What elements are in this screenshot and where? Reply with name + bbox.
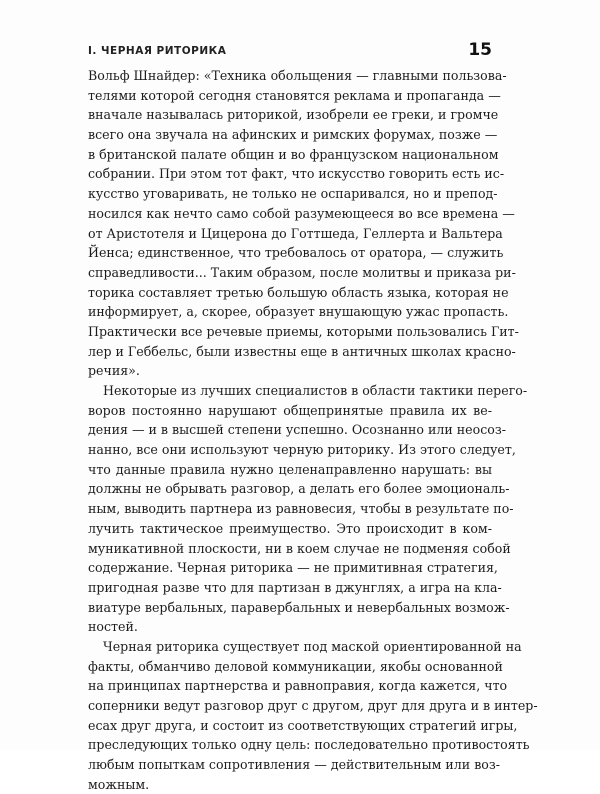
text-line: любым попыткам сопротивления — действительным или воз- bbox=[88, 757, 501, 773]
chapter-title: I. ЧЕРНАЯ РИТОРИКА bbox=[88, 45, 227, 57]
text-line: на принципах партнерства и равноправия, когда кажется, что bbox=[88, 678, 508, 694]
text-line: кусство уговаривать, не только не оспаривался, но и препод- bbox=[88, 186, 498, 202]
text-line: Йенса; единственное, что требовалось от оратора, — служить bbox=[88, 245, 504, 261]
text-line: дения — и в высшей степени успешно. Осознанно или неосоз- bbox=[88, 422, 506, 438]
paragraph bbox=[88, 66, 519, 381]
text-line: Черная риторика существует под маской ориентированной на bbox=[103, 638, 522, 654]
text-line: носился как нечто само собой разумеющееся во все времена — bbox=[88, 205, 515, 221]
text-line: в британской палате общин и во французском национальном bbox=[88, 146, 499, 162]
text-line: есах друг друга, и состоит из соответствующих стратегий игры, bbox=[88, 717, 518, 733]
body-text bbox=[88, 66, 538, 794]
text-line: речия». bbox=[88, 363, 140, 379]
text-line: Практически все речевые приемы, которыми пользовались Гит- bbox=[88, 323, 519, 339]
text-line: ным, выводить партнера из равновесия, чтобы в результате по- bbox=[88, 501, 514, 517]
text-line: муникативной плоскости, ни в коем случае не подменяя собой bbox=[88, 540, 511, 556]
text-line: справедливости... Таким образом, после молитвы и приказа ри- bbox=[88, 264, 516, 280]
text-line: факты, обманчиво деловой коммуникации, якобы основанной bbox=[88, 658, 503, 674]
text-line: воров постоянно нарушают общепринятые правила их ве- bbox=[88, 402, 492, 418]
text-line: ностей. bbox=[88, 619, 138, 635]
text-line: что данные правила нужно целенаправленно нарушать: вы bbox=[88, 461, 492, 477]
text-line: пригодная разве что для партизан в джунглях, а игра на кла- bbox=[88, 579, 502, 595]
text-line: виатуре вербальных, паравербальных и невербальных возмож- bbox=[88, 599, 510, 615]
text-line: от Аристотеля и Цицерона до Готтшеда, Геллерта и Вальтера bbox=[88, 225, 503, 241]
paragraph bbox=[88, 381, 528, 637]
text-line: Некоторые из лучших специалистов в области тактики перего- bbox=[103, 383, 528, 398]
text-line: содержание. Черная риторика — не примитивная стратегия, bbox=[88, 560, 498, 576]
text-line: можным. bbox=[88, 776, 150, 792]
text-line: нанно, все они используют черную риторику. Из этого следует, bbox=[88, 442, 516, 458]
text-line: лучить тактическое преимущество. Это происходит в ком- bbox=[88, 520, 492, 536]
text-line: телями которой сегодня становятся реклама и пропаганда — bbox=[88, 87, 501, 103]
text-line: преследующих только одну цель: последовательно противостоять bbox=[88, 737, 530, 753]
text-line: всего она звучала на афинских и римских форумах, позже — bbox=[88, 127, 498, 143]
text-line: вначале называлась риторикой, изобрели ее греки, и громче bbox=[88, 107, 499, 123]
text-line: собрании. При этом тот факт, что искусство говорить есть ис- bbox=[88, 166, 505, 182]
text-line: Вольф Шнайдер: «Техника обольщения — главными пользова- bbox=[88, 68, 507, 83]
text-line: информирует, а, скорее, образует внушающую ужас пропасть. bbox=[88, 304, 509, 320]
text-line: соперники ведут разговор друг с другом, друг для друга и в интер- bbox=[88, 698, 538, 713]
text-line: лер и Геббельс, были известны еще в античных школах красно- bbox=[88, 343, 516, 359]
paragraph bbox=[88, 637, 538, 794]
running-head bbox=[88, 40, 492, 64]
text-line: должны не обрывать разговор, а делать его более эмоциональ- bbox=[88, 481, 510, 497]
text-line: торика составляет третью большую область языка, которая не bbox=[88, 284, 509, 300]
page-number: 15 bbox=[468, 40, 492, 60]
